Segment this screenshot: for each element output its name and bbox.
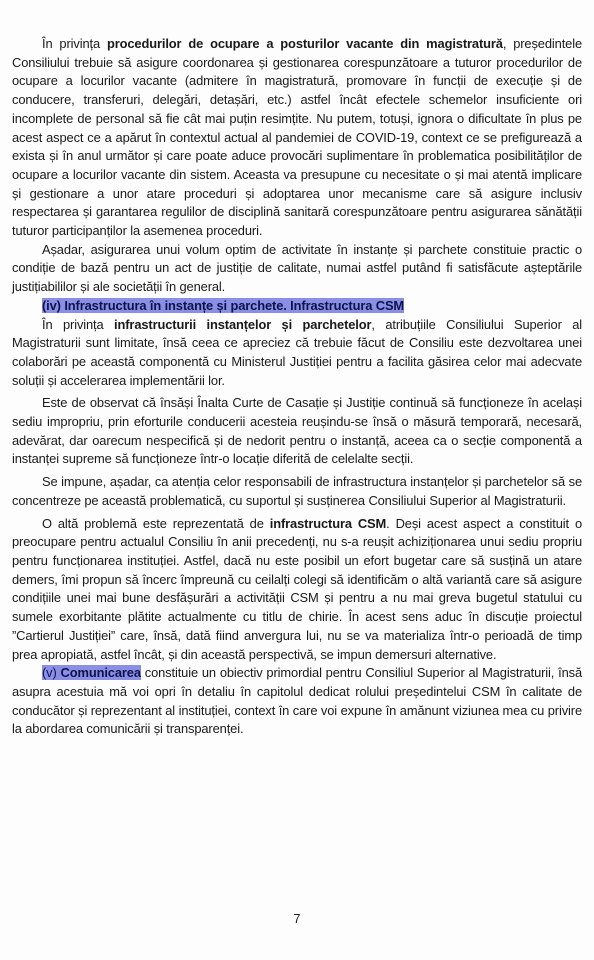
highlighted-word: Comunicarea [60,665,141,681]
paragraph-vacancies: În privința procedurilor de ocupare a posturilor vacante din magistratură, președintele Consiliului trebuie să asigure coordonarea și gestionarea corespunzătoare a tuturor procedurilor de ocupare a locurilor vacante (admitere în magistratură, promovare în funcții de execuție și de conducere, transferuri, delegări, detașări, etc.) astfel încât efectele schemelor insuficiente ori incomplete de personal să fie cât mai puțin resimțite. Nu putem, totuși, ignora o dificultate în plus pe acest aspect ce a apărut în contextul actual al pandemiei de COVID-19, context ce se prefigurează a exista și în anul următor și care poate aduce provocări suplimentare în problematica posibilităților de ocupare a locurilor vacante din sistem. Aceasta va presupune cu necesitate o și mai atentă implicare și gestionare a unor atare proceduri și adoptarea unor mecanisme care să asigure inclusiv respectarea și garantarea regulilor de disciplină sanitară corespunzătoare pentru asigurarea sănătății tuturor participanților la asemenea proceduri. [12,36,583,239]
paragraph-supreme-court: Este de observat că însăși Înalta Curte de Casație și Justiție continuă să funcționeze în același sediu impropriu, prin eforturile conducerii acesteia reușindu-se însă o măsură temporară, necesară, adevărat, dar oarecum nespecifică și de nedorit pentru o instanță, aceea ca o secție componentă a instanței supreme să funcționeze într-o locație diferită de celelalte secții. [12,395,582,467]
paragraph-court-infrastructure: În privința infrastructurii instanțelor și parchetelor, atribuțiile Consiliului Superior al Magistraturii sunt limitate, însă ceea ce apreciez că trebuie făcut de Consiliu este dezvoltarea unei colaborări pe această componentă cu Ministerul Justiției pentru a facilita găsirea celor mai adecvate soluții și accelerarea implementării lor. [12,316,582,388]
page-number: 7 [293,912,301,926]
section-heading-infrastructure [12,297,582,316]
highlighted-number: (v) [42,665,61,681]
paragraph-responsibility: Se impune, așadar, ca atenția celor responsabili de infrastructura instanțelor și parchetelor să se concentreze pe această problematică, cu suportul și susținerea Consiliului Superior al Magistraturii. [12,474,582,508]
paragraph-conclusion: Așadar, asigurarea unui volum optim de activitate în instanțe și parchete constituie practic o condiție de bază pentru un act de justiție de calitate, numai astfel putând fi satisfăcute așteptările justițiabililor și ale societății în general. [12,241,582,295]
paragraph-csm-infrastructure: O altă problemă este reprezentată de infrastructura CSM. Deși acest aspect a constituit o preocupare pentru actualul Consiliu în anii precedenți, nu s-a reușit achiziționarea unui sediu propriu pentru funcționarea instituției. Astfel, dacă nu este posibil un efort bugetar care să susțină un atare demers, îmi propun să încerc împreună cu ceilalți colegi să identificăm o altă variantă care să asigure condițiile unei mai bune desfășurări a activității CSM și pentru a nu mai greva bugetul statului cu sumele exorbitante plătite actualmente cu titlu de chirie. În acest sens aduc în discuție proiectul ”Cartierul Justiției” care, însă, dată fiind anvergura lui, nu se va materializa într-o perioadă de timp prea apropiată, astfel încât, și din această perspectivă, se impun demersuri alternative. [12,515,583,662]
bold-phrase: procedurilor de ocupare a posturilor vacante din magistratură [106,36,503,51]
paragraph-communication: (v) Comunicarea constituie un obiectiv primordial pentru Consiliul Superior al Magistraturii, însă asupra acestuia mă voi opri în detaliu în capitolul dedicat rolului președintelui CSM în calitate de conducător și reprezentant al instituției, context în care voi expune în amănunt viziunea mea cu privire la abordarea comunicării și transparenței. [12,665,582,737]
highlighted-heading: (iv) Infrastructura în instanțe și parchete. Infrastructura CSM [42,297,405,313]
bold-phrase: infrastructura CSM [269,515,387,531]
bold-phrase: infrastructurii instanțelor și parchetelor [114,316,372,332]
page-body [12,35,582,739]
